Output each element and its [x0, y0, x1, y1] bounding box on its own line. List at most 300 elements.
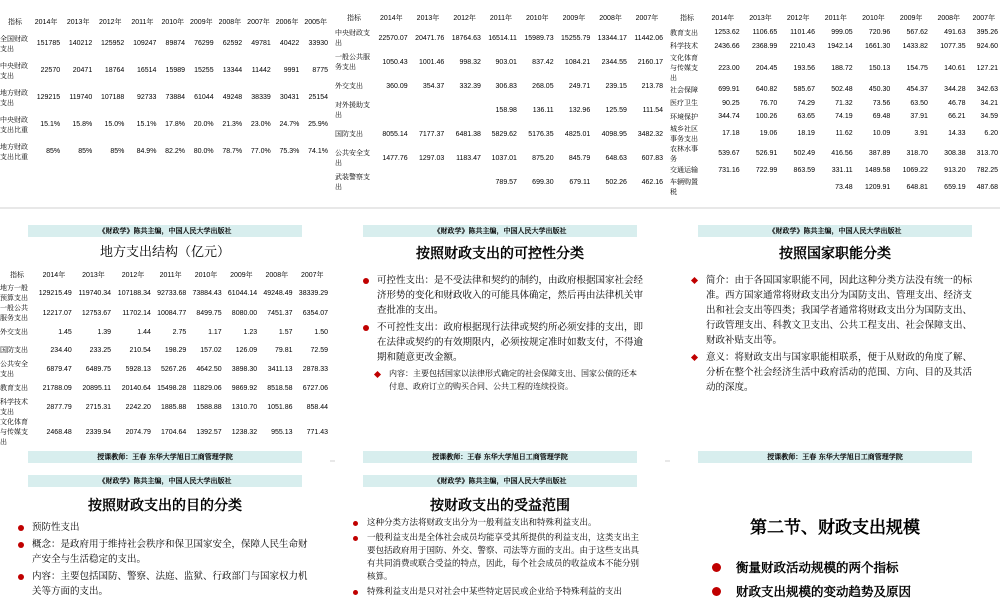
table-cell: 37.91: [910, 113, 928, 121]
row-label: 中央财政支出比重: [0, 116, 28, 134]
table-cell: 567.62: [906, 29, 928, 37]
row-label: 对外援助支出: [335, 102, 370, 119]
column-header: 2010年: [161, 19, 185, 26]
bullet-dot-icon: [353, 590, 358, 595]
table-row: [335, 170, 665, 194]
table-row: [670, 40, 1000, 54]
bullet-dot-icon: [712, 587, 721, 596]
row-label: 武装警察支出: [335, 174, 370, 191]
table-cell: 1433.82: [902, 42, 928, 50]
table-cell: 1106.65: [752, 29, 778, 37]
table-cell: 109247: [133, 40, 157, 47]
table-row: [0, 397, 330, 417]
table-cell: 77.0%: [250, 148, 271, 155]
table-cell: 1.45: [58, 328, 72, 336]
table-cell: 6354.07: [302, 309, 328, 317]
table-cell: 73.56: [872, 99, 891, 107]
table-cell: 1.17: [208, 328, 222, 336]
table-cell: 1037.01: [491, 154, 517, 162]
table-cell: 875.20: [532, 154, 554, 162]
table-row: [670, 124, 1000, 144]
table-row: [0, 84, 330, 111]
row-label: 外交支出: [335, 83, 363, 90]
table-cell: 18764.63: [451, 34, 481, 42]
table-row: [335, 146, 665, 170]
slide-footer: 授课教师：王春 东华大学旭日工商管理学院: [28, 451, 302, 463]
table-cell: 526.91: [755, 150, 778, 157]
table-cell: 2468.48: [46, 428, 72, 436]
table-cell: 82.2%: [165, 148, 186, 155]
bullet-controllable: 可控性支出：是不受法律和契约的制约，由政府根据国家社会经济形势的变化和财政收入的可能具体确定，然后再由法律机关审查批准的支出。: [363, 273, 643, 318]
table-cell: 332.39: [459, 82, 481, 90]
local-expenditure-table: [0, 267, 330, 447]
table-cell: 648.63: [605, 154, 627, 162]
table-row: [670, 164, 1000, 178]
table-cell: [446, 170, 483, 194]
table-cell: 76.70: [759, 99, 778, 107]
table-cell: 150.13: [868, 64, 891, 72]
table-cell: 13344: [222, 67, 243, 74]
table-cell: 1588.88: [196, 403, 222, 411]
table-cell: 233.25: [89, 346, 112, 354]
table-cell: 1885.88: [160, 403, 187, 411]
table-cell: 502.49: [793, 150, 815, 157]
table-cell: 22570.07: [378, 34, 408, 42]
bullet-diamond-icon: [691, 277, 698, 284]
table-cell: 15498.28: [157, 384, 187, 392]
table-row: [0, 323, 330, 341]
slide-title: 第二节、财政支出规模: [750, 518, 920, 538]
table-cell: 306.83: [495, 82, 517, 90]
table-cell: 151785: [36, 40, 61, 47]
table-cell: 3411.13: [267, 365, 293, 373]
row-label: 科学技术: [670, 43, 698, 51]
table-cell: 1238.32: [231, 428, 258, 436]
table-cell: 125952: [100, 40, 125, 47]
table-row: [335, 26, 665, 50]
bullet-general-benefit: 一般利益支出是全体社会成员均能享受其所提供的利益支出，这类支出主要包括政府用于国防、外交、警察、司法等方面的支出。由于这些支出具有共同消费或联合受益的特点，因此，每个社会成员的收益成本不能分别核算。: [353, 532, 647, 584]
slide-title: 按照国家职能分类: [779, 246, 891, 262]
slide-header: 《财政学》陈共主编，中国人民大学出版社: [363, 225, 637, 237]
central-expenditure-table-2: [670, 10, 1000, 195]
table-row: [670, 144, 1000, 164]
table-cell: 90.25: [722, 99, 740, 107]
table-cell: [410, 98, 447, 122]
slide-title: 按照财政支出的可控性分类: [416, 246, 584, 262]
row-label: 国防支出: [335, 131, 363, 138]
table-cell: 10.09: [872, 130, 891, 137]
table-row: [0, 359, 330, 379]
table-cell: 213.78: [641, 82, 663, 90]
row-label: 文化体育与传媒支出: [0, 419, 28, 446]
row-label: 公共安全支出: [0, 361, 28, 378]
table-cell: 9991: [283, 67, 300, 74]
row-label: 科学技术支出: [0, 399, 28, 416]
slide-benefit-scope: [335, 465, 665, 600]
table-cell: 126.09: [235, 346, 258, 354]
table-cell: 1489.58: [864, 166, 891, 174]
table-cell: 1.44: [137, 328, 151, 336]
table-cell: 61044: [194, 94, 214, 101]
table-cell: 234.40: [50, 346, 72, 354]
row-label: 农林水事务: [670, 145, 698, 163]
row-label: 社会保障: [670, 86, 698, 94]
column-header: 2005年: [304, 19, 327, 26]
table-cell: 33930: [308, 40, 328, 47]
table-cell: 3482.32: [637, 130, 663, 138]
table-cell: 539.67: [718, 150, 740, 157]
row-label: 交通运输: [670, 167, 698, 175]
bullet-diamond-icon: [374, 371, 381, 378]
table-cell: 1.57: [278, 328, 293, 336]
table-cell: 331.11: [831, 166, 853, 174]
bullet-trend: 财政支出规模的变动趋势及原因: [712, 581, 990, 600]
bullet-uncontrollable: 不可控性支出：政府根据现行法律或契约所必须安排的支出，即在法律或契约的有效期限内，必须按规定准时如数支付，不得逾期和随意更改金额。: [363, 320, 643, 365]
table-cell: 3.91: [914, 130, 928, 137]
table-cell: 1253.62: [714, 29, 740, 37]
table-row: [670, 53, 1000, 83]
table-cell: 73884: [165, 94, 186, 101]
slide-title: 按财政支出的受益范围: [430, 498, 570, 514]
table-cell: [410, 170, 447, 194]
row-label: 地方一般预算支出: [0, 285, 28, 302]
row-label: 外交支出: [0, 329, 28, 336]
table-cell: 4098.95: [601, 130, 627, 138]
table-cell: 15.1%: [136, 121, 157, 128]
table-cell: 140212: [68, 40, 93, 47]
column-header: 2011年: [159, 272, 182, 279]
table-cell: 342.63: [976, 86, 998, 94]
table-cell: 313.70: [976, 150, 998, 157]
bullet-preventive: 预防性支出: [18, 520, 312, 535]
column-header: 2014年: [711, 15, 735, 22]
table-cell: 85%: [110, 148, 125, 155]
slide-header: 《财政学》陈共主编，中国人民大学出版社: [698, 225, 972, 237]
row-label: 教育支出: [670, 29, 698, 37]
slide-footer: 授课教师：王春 东华大学旭日工商管理学院: [698, 451, 972, 463]
table-cell: 771.43: [306, 428, 328, 436]
bullet-dot-icon: [18, 542, 24, 548]
table-cell: 387.89: [868, 150, 891, 157]
table-cell: 15989.73: [524, 34, 554, 42]
table-cell: 6489.75: [85, 365, 112, 373]
table-cell: 2368.99: [752, 42, 778, 50]
table-cell: 13344.17: [597, 34, 627, 42]
table-cell: 6727.06: [302, 384, 328, 392]
table-cell: 1183.47: [456, 154, 481, 162]
bullet-intro: 简介：由于各国国家职能不同，因此这种分类方法没有统一的标准。西方国家通常将财政支出分为国防支出、管理支出、经济支出和社会支出等四类；我国学者通常将财政支出分为国防支出、行政管理支出、科教文卫支出、公共工程支出、社会保障支出、财政补贴支出等。: [692, 273, 978, 348]
table-cell: 11702.14: [122, 309, 151, 317]
row-label: 一般公共服务支出: [0, 305, 28, 322]
table-cell: 15.0%: [104, 121, 125, 128]
table-cell: 1661.30: [864, 42, 891, 50]
table-cell: 679.11: [569, 178, 591, 186]
table-cell: 999.05: [831, 29, 853, 37]
column-header: 2009年: [899, 15, 923, 22]
table-cell: 188.72: [831, 64, 853, 72]
table-cell: 6.20: [984, 130, 998, 137]
table-cell: 17.18: [722, 130, 740, 137]
table-cell: 85%: [78, 148, 93, 155]
slide-header: 《财政学》陈共主编，中国人民大学出版社: [363, 475, 637, 487]
column-header: 指标: [680, 15, 694, 22]
column-header: 2013年: [749, 15, 772, 22]
table-cell: 2344.55: [601, 58, 627, 66]
table-cell: 1477.76: [382, 154, 408, 162]
slide-footer: 授课教师：王春 东华大学旭日工商管理学院: [363, 451, 637, 463]
table-cell: 198.29: [164, 346, 187, 354]
table-cell: [742, 177, 780, 195]
slide-central-expenditure-2: [670, 0, 1000, 195]
table-cell: 249.71: [568, 82, 591, 90]
column-header: 2011年: [489, 15, 512, 22]
table-cell: 354.37: [422, 82, 445, 90]
row-label: 教育支出: [0, 385, 28, 392]
bullet-dot-icon: [18, 525, 24, 531]
table-cell: 17.8%: [165, 121, 186, 128]
table-cell: 19.06: [759, 130, 778, 137]
table-cell: 344.74: [718, 113, 740, 121]
table-row: [335, 122, 665, 146]
table-cell: 1077.35: [940, 42, 966, 50]
table-cell: 585.67: [793, 86, 815, 94]
table-cell: 462.16: [641, 178, 663, 186]
table-cell: 6879.47: [46, 365, 72, 373]
table-cell: 30431: [279, 94, 300, 101]
slide-title: 按照财政支出的目的分类: [88, 498, 242, 514]
table-cell: 1050.43: [382, 58, 408, 66]
table-cell: 107188: [100, 94, 125, 101]
row-label: 中央财政支出: [0, 62, 28, 80]
table-row: [0, 138, 330, 165]
table-cell: 8055.14: [382, 130, 408, 138]
table-cell: 46.78: [948, 99, 966, 107]
column-header: 2013年: [416, 15, 440, 22]
table-cell: 210.54: [129, 346, 151, 354]
table-cell: 2160.17: [637, 58, 663, 66]
table-cell: 119740: [69, 94, 93, 101]
table-cell: 5928.13: [125, 365, 151, 373]
table-row: [335, 98, 665, 122]
table-cell: 11829.06: [193, 384, 222, 392]
table-cell: 955.13: [271, 428, 293, 436]
table-cell: 12753.67: [81, 309, 112, 317]
table-cell: 722.99: [755, 166, 778, 174]
table-cell: 61044.14: [227, 289, 258, 297]
table-cell: 20.0%: [193, 121, 214, 128]
table-cell: 79.81: [274, 346, 293, 354]
slide-header: 《财政学》陈共主编，中国人民大学出版社: [28, 225, 302, 237]
bullet-indicators: 衡量财政活动规模的两个指标: [712, 557, 990, 579]
table-cell: 20140.64: [121, 384, 151, 392]
table-cell: 998.32: [459, 58, 481, 66]
table-cell: 1051.86: [267, 403, 293, 411]
table-row: [0, 57, 330, 84]
table-cell: 92733.68: [157, 289, 187, 297]
slide-purpose: [0, 465, 330, 600]
table-cell: 74.1%: [308, 148, 328, 155]
table-row: [0, 111, 330, 138]
table-cell: 2877.79: [46, 403, 72, 411]
table-cell: 502.26: [605, 178, 627, 186]
table-cell: 78.7%: [222, 148, 243, 155]
slide-local-expenditure: [0, 215, 330, 465]
bullet-content: 内容：主要包括国防、警察、法庭、监狱、行政部门与国家权力机关等方面的支出。: [18, 569, 312, 599]
table-cell: 20471.76: [415, 34, 445, 42]
column-header: 2011年: [824, 15, 847, 22]
table-cell: [779, 177, 817, 195]
table-cell: 73.48: [835, 183, 853, 191]
table-cell: 15.1%: [40, 121, 61, 128]
bullet-dot-icon: [353, 521, 358, 526]
table-cell: 837.42: [532, 58, 554, 66]
table-cell: 16514.11: [488, 34, 517, 42]
table-header-row: [0, 14, 330, 30]
column-header: 指标: [8, 19, 22, 26]
table-cell: 193.56: [793, 64, 815, 72]
column-header: 2009年: [230, 272, 253, 279]
table-cell: 20471: [72, 67, 93, 74]
table-cell: 71.32: [835, 99, 853, 107]
table-cell: 129215.49: [38, 289, 72, 297]
table-cell: 100.26: [755, 113, 778, 121]
table-cell: 40422: [279, 40, 300, 47]
table-cell: 49781: [251, 40, 271, 47]
table-cell: 1704.64: [160, 428, 187, 436]
column-header: 2009年: [190, 19, 213, 26]
table-cell: 14.33: [948, 130, 966, 137]
table-cell: 21788.09: [42, 384, 72, 392]
table-cell: 2436.66: [714, 42, 740, 50]
table-cell: 34.21: [980, 99, 998, 107]
row-label: 地方财政支出比重: [0, 143, 28, 161]
column-header: 2009年: [562, 15, 586, 22]
column-header: 2014年: [380, 15, 403, 22]
table-cell: 49248.49: [263, 289, 293, 297]
national-expenditure-table: [0, 14, 330, 165]
table-cell: 344.28: [944, 86, 966, 94]
row-label: 车辆购置税: [670, 179, 698, 195]
table-cell: 913.20: [944, 166, 966, 174]
table-cell: 5267.26: [160, 365, 187, 373]
table-cell: 34.59: [980, 113, 998, 121]
table-cell: 76299: [194, 40, 214, 47]
table-cell: 204.45: [755, 64, 778, 72]
table-cell: [704, 177, 742, 195]
table-cell: 863.59: [793, 166, 815, 174]
table-cell: 640.82: [755, 86, 778, 94]
table-header-row: [0, 267, 330, 283]
table-cell: 2878.33: [302, 365, 328, 373]
table-cell: 92733: [136, 94, 157, 101]
row-label: 城乡社区事务支出: [670, 125, 698, 143]
bullet-dot-icon: [18, 574, 24, 580]
table-cell: 21.3%: [222, 121, 243, 128]
table-cell: 119740.34: [78, 289, 112, 297]
table-cell: 7177.37: [418, 130, 445, 138]
column-header: 2010年: [194, 272, 218, 279]
table-cell: 49248: [222, 94, 243, 101]
column-header: 2013年: [66, 19, 90, 26]
table-cell: 16514: [136, 67, 157, 74]
table-cell: 132.96: [568, 106, 591, 114]
table-cell: 2074.79: [125, 428, 151, 436]
row-label: 文化体育与传媒支出: [670, 55, 698, 82]
table-cell: 38339.29: [298, 289, 328, 297]
column-header: 2007年: [247, 19, 270, 26]
row-label: 环境保护: [670, 113, 698, 121]
table-cell: 2242.20: [125, 403, 151, 411]
table-cell: 4825.01: [564, 130, 591, 138]
slide-central-expenditure: [335, 0, 665, 195]
column-header: 2010年: [525, 15, 549, 22]
table-cell: 25.9%: [308, 121, 328, 128]
table-cell: 8080.00: [231, 309, 258, 317]
table-cell: 72.59: [310, 346, 328, 354]
bullet-classification: 这种分类方法将财政支出分为一般利益支出和特殊利益支出。: [353, 517, 647, 530]
table-cell: 1.39: [97, 328, 112, 336]
table-cell: 1942.14: [827, 42, 853, 50]
row-label: 一般公共服务支出: [335, 54, 370, 71]
bullet-concept: 概念：是政府用于维持社会秩序和保卫国家安全，保障人民生命财产安全与生活稳定的支出。: [18, 537, 312, 567]
row-label: 中央财政支出: [335, 30, 370, 47]
table-cell: 66.21: [948, 113, 966, 121]
table-cell: 789.57: [495, 178, 517, 186]
table-cell: 1.23: [243, 328, 258, 336]
table-cell: 69.48: [872, 113, 891, 121]
table-cell: 18.19: [797, 130, 815, 137]
table-cell: 318.70: [906, 150, 928, 157]
column-header: 2012年: [453, 15, 476, 22]
slide-controllability: [335, 215, 665, 465]
row-label: 公共安全支出: [335, 150, 370, 167]
column-header: 2010年: [862, 15, 885, 22]
table-cell: 73884.43: [192, 289, 222, 297]
table-cell: 699.91: [718, 86, 740, 94]
central-expenditure-table: [335, 10, 665, 194]
row-label: 全国财政支出: [0, 35, 28, 53]
table-row: [0, 283, 330, 303]
table-cell: 487.68: [976, 183, 998, 191]
bullet-dot-icon: [363, 278, 369, 284]
table-cell: 1069.22: [902, 166, 928, 174]
table-cell: 11442.06: [634, 34, 663, 42]
column-header: 2012年: [98, 19, 122, 26]
table-cell: 1310.70: [231, 403, 258, 411]
table-row: [670, 110, 1000, 124]
bullet-diamond-icon: [691, 354, 698, 361]
table-cell: 782.25: [976, 166, 998, 174]
table-cell: 10084.77: [157, 309, 187, 317]
table-cell: 24.7%: [279, 121, 300, 128]
table-cell: 85%: [46, 148, 61, 155]
table-cell: 158.98: [495, 106, 517, 114]
table-cell: 1392.57: [196, 428, 222, 436]
table-cell: 8518.58: [267, 384, 293, 392]
table-cell: 699.30: [532, 178, 554, 186]
table-cell: 140.61: [944, 64, 966, 72]
table-cell: 308.38: [944, 150, 966, 157]
table-cell: 75.3%: [279, 148, 300, 155]
row-label: 医疗卫生: [670, 100, 698, 108]
table-cell: 157.02: [200, 346, 222, 354]
table-cell: 74.19: [835, 113, 853, 121]
table-cell: 8499.75: [196, 309, 222, 317]
column-header: 2006年: [275, 19, 299, 26]
table-row: [0, 417, 330, 447]
table-cell: 127.21: [976, 64, 998, 72]
table-cell: 11442: [251, 67, 271, 74]
